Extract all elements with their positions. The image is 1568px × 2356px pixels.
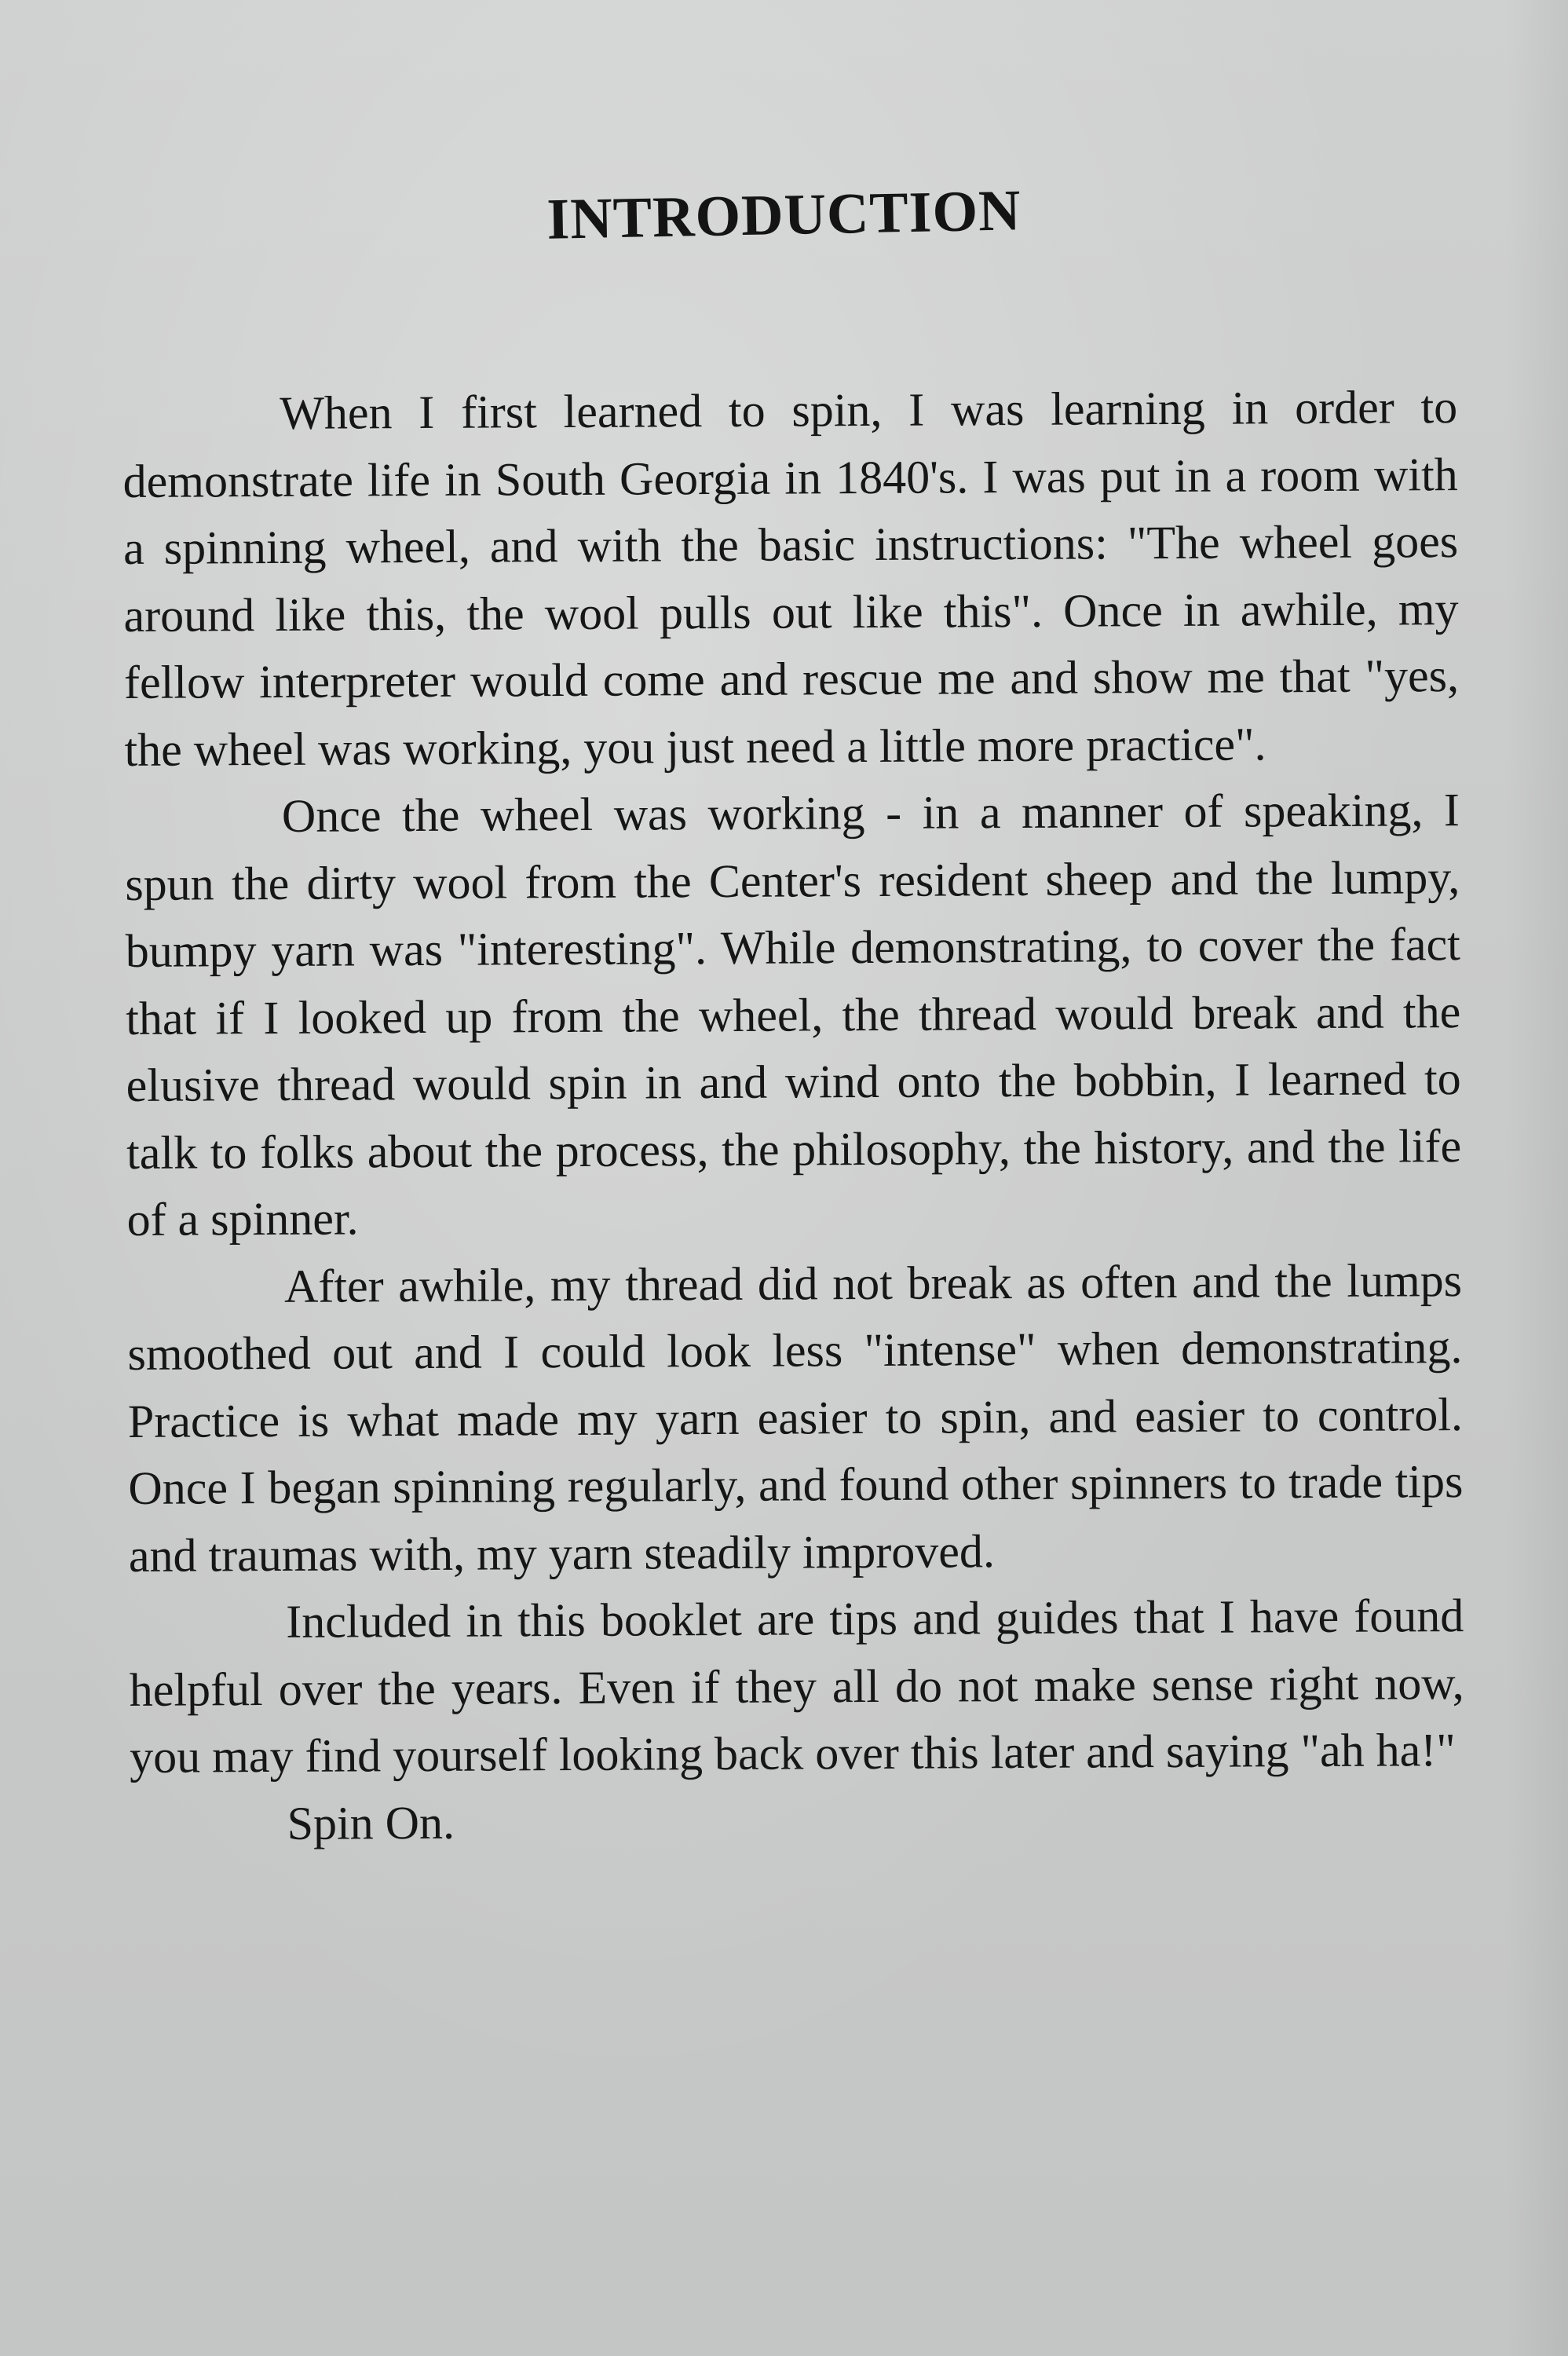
page-edge-shadow	[1505, 0, 1568, 2356]
page-title: INTRODUCTION	[546, 178, 1022, 252]
paragraph-practice: After awhile, my thread did not break as often and the lumps smoothed out and I could look less "intense" when demonstrating. Practice is what made my yarn easier to spin, and easier to control. Once I began spinning regularly, and found other spinners to trade tips and traumas with, my yarn steadily improved.	[127, 1253, 1464, 1582]
paragraph-closing: Spin On.	[287, 1796, 455, 1849]
introduction-body	[122, 374, 1465, 1858]
paragraph-learning-to-spin: When I first learned to spin, I was learning in order to demonstrate life in South Georgia in 1840's. I was put in a room with a spinning wheel, and with the basic instructions: "The wheel goes around like this, the wool pulls out like this". Once in awhile, my fellow interpreter would come and rescue me and show me that "yes, the wheel was working, you just need a little more practice".	[122, 381, 1460, 776]
paragraph-wheel-working: Once the wheel was working - in a manner of speaking, I spun the dirty wool from the Center's resident sheep and the lumpy, bumpy yarn was "interesting". While demonstrating, to cover the fact that if I looked up from the wheel, the thread would break and the elusive thread would spin in and wind onto the bobbin, I learned to talk to folks about the process, the philosophy, the history, and the life of a spinner.	[125, 784, 1462, 1246]
paragraph-booklet-tips: Included in this booklet are tips and guides that I have found helpful over the years. Even if they all do not make sense right now, you may find yourself looking back over this later and saying "ah ha!"	[129, 1590, 1464, 1783]
